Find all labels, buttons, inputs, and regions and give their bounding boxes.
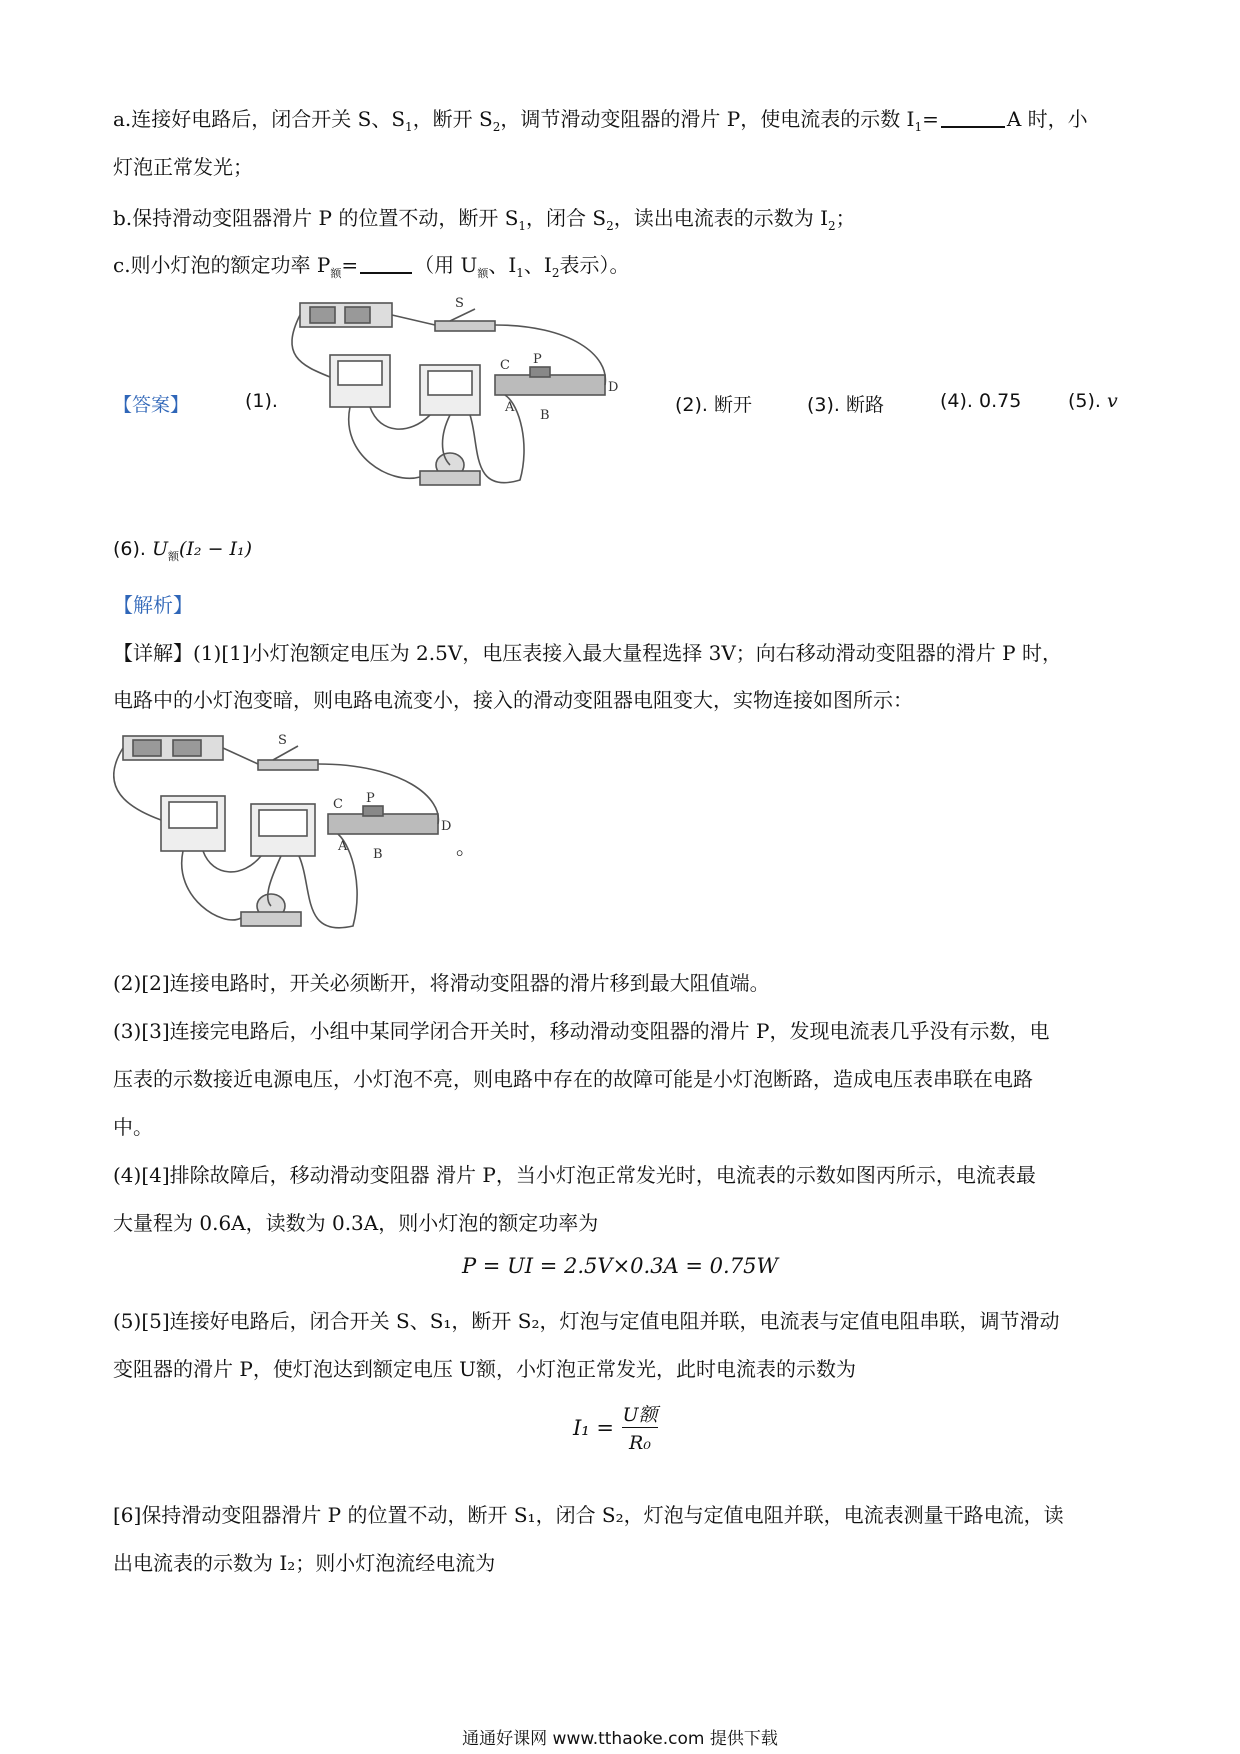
answer-item-6-expr: (I₂ − I₁): [179, 538, 253, 560]
step-c-sub-2: 额: [477, 267, 489, 280]
answer-item-5-label: (5).: [1068, 390, 1101, 412]
formula-i1-denominator: R₀: [629, 1432, 651, 1454]
label-d: D: [608, 380, 619, 395]
step-a-eq: =: [922, 107, 939, 131]
circuit-diagram-1: [290, 295, 630, 495]
step-c-sub-1: 额: [330, 267, 342, 280]
formula-i1-numerator: U额: [622, 1400, 658, 1428]
answer-blank: [941, 108, 1005, 128]
answer-item-2: (2). 断开: [675, 394, 752, 416]
circuit-diagram-2: [113, 728, 458, 938]
label-s: S: [455, 296, 464, 311]
step-a-text-2: ，断开 S: [412, 107, 493, 131]
page-footer: 通通好课网 www.tthaoke.com 提供下载: [462, 1729, 778, 1749]
step-a-line1: a.连接好电路后，闭合开关 S、$S_1$，断开 $S_2$，调节滑动变阻器的滑片 P，使电流表的示数 $I_1= A$ 时，小: [113, 107, 1088, 134]
answer-item-3: (3). 断路: [807, 394, 884, 416]
step-c-text-3: 、I: [488, 253, 517, 277]
step-a-text-1: a.连接好电路后，闭合开关 S、S: [113, 107, 406, 131]
step-c-text-4: 、I: [523, 253, 552, 277]
detail-p5-line1: (5)[5]连接好电路后，闭合开关 S、S₁，断开 S₂，灯泡与定值电阻并联，电流表与定值电阻串联，调节滑动: [113, 1309, 1060, 1333]
formula-i1-lhs: I₁ =: [573, 1416, 614, 1440]
detail-line-1: 【详解】(1)[1]小灯泡额定电压为 2.5V，电压表接入最大量程选择 3V；向右移动滑动变阻器的滑片 P 时，: [113, 641, 1062, 665]
answer-item-5-value: v: [1107, 390, 1118, 412]
detail-line-2: 电路中的小灯泡变暗，则电路电流变小，接入的滑动变阻器电阻变大，实物连接如图所示：: [113, 688, 913, 712]
formula-power: P = UI = 2.5V×0.3A = 0.75W: [462, 1254, 779, 1278]
label-c: C: [500, 358, 510, 373]
label-p: P: [366, 791, 375, 806]
answer-label: 【答案】: [113, 394, 190, 416]
step-a-text-3: ，调节滑动变阻器的滑片 P，使电流表的示数 I: [500, 107, 915, 131]
detail-p4-line2: 大量程为 0.6A，读数为 0.3A，则小灯泡的额定功率为: [113, 1211, 599, 1235]
answer-item-1: (1).: [245, 390, 278, 412]
step-a-text-4: A 时，小: [1006, 107, 1088, 131]
label-a: A: [338, 839, 348, 854]
step-c-eq: =: [341, 253, 359, 277]
label-c: C: [333, 797, 343, 812]
answer-item-6-u: U: [152, 538, 169, 560]
step-c-text-2: （用 U: [414, 253, 478, 277]
label-a: A: [505, 400, 515, 415]
detail-p6-line1: [6]保持滑动变阻器滑片 P 的位置不动，断开 S₁，闭合 S₂，灯泡与定值电阻并联，电流表测量干路电流，读: [113, 1503, 1064, 1527]
label-d: D: [441, 819, 452, 834]
label-b: B: [540, 408, 550, 423]
answer-blank: [360, 254, 412, 274]
detail-p2: (2)[2]连接电路时，开关必须断开，将滑动变阻器的滑片移到最大阻值端。: [113, 971, 770, 995]
step-b-line: b.保持滑动变阻器滑片 P 的位置不动，断开 $S_1$，闭合 $S_2$，读出电流表的示数为 $I_2$；: [113, 206, 856, 233]
label-b: B: [373, 847, 383, 862]
step-c-text-5: 表示）。: [559, 253, 630, 277]
step-b-text-2: ，闭合 S: [526, 206, 607, 230]
detail-p3-line1: (3)[3]连接完电路后，小组中某同学闭合开关时，移动滑动变阻器的滑片 P，发现电流表几乎没有示数，电: [113, 1019, 1050, 1043]
detail-p3-line3: 中。: [113, 1115, 153, 1139]
label-s: S: [278, 733, 287, 748]
step-b-text-3: ，读出电流表的示数为 I: [613, 206, 828, 230]
answer-item-6-label: (6).: [113, 538, 146, 560]
answer-item-6-sub: 额: [168, 549, 180, 563]
answer-item-4: (4). 0.75: [940, 390, 1022, 412]
step-b-text-1: b.保持滑动变阻器滑片 P 的位置不动，断开 S: [113, 206, 519, 230]
answer-item-5: [1068, 390, 1118, 412]
detail-p6-line2: 出电流表的示数为 I₂；则小灯泡流经电流为: [113, 1551, 496, 1575]
analysis-label: 【解析】: [113, 593, 193, 617]
answer-item-6: [113, 534, 252, 572]
step-b-text-4: ；: [835, 206, 856, 230]
label-p: P: [533, 352, 542, 367]
step-c-line: c.则小灯泡的额定功率 $P_额=$ （用 $U_额$、$I_1$、$I_2$表示）。: [113, 253, 630, 280]
detail-p4-line1: (4)[4]排除故障后，移动滑动变阻器 滑片 P，当小灯泡正常发光时，电流表的示数如图丙所示，电流表最: [113, 1163, 1036, 1187]
step-c-text-1: c.则小灯泡的额定功率 P: [113, 253, 331, 277]
detail-p5-line2: 变阻器的滑片 P，使灯泡达到额定电压 U额，小灯泡正常发光，此时电流表的示数为: [113, 1357, 857, 1381]
figure-end-mark: 。: [456, 835, 476, 859]
step-a-line2: 灯泡正常发光；: [113, 155, 253, 179]
detail-p3-line2: 压表的示数接近电源电压，小灯泡不亮，则电路中存在的故障可能是小灯泡断路，造成电压表串联在电路: [113, 1067, 1033, 1091]
